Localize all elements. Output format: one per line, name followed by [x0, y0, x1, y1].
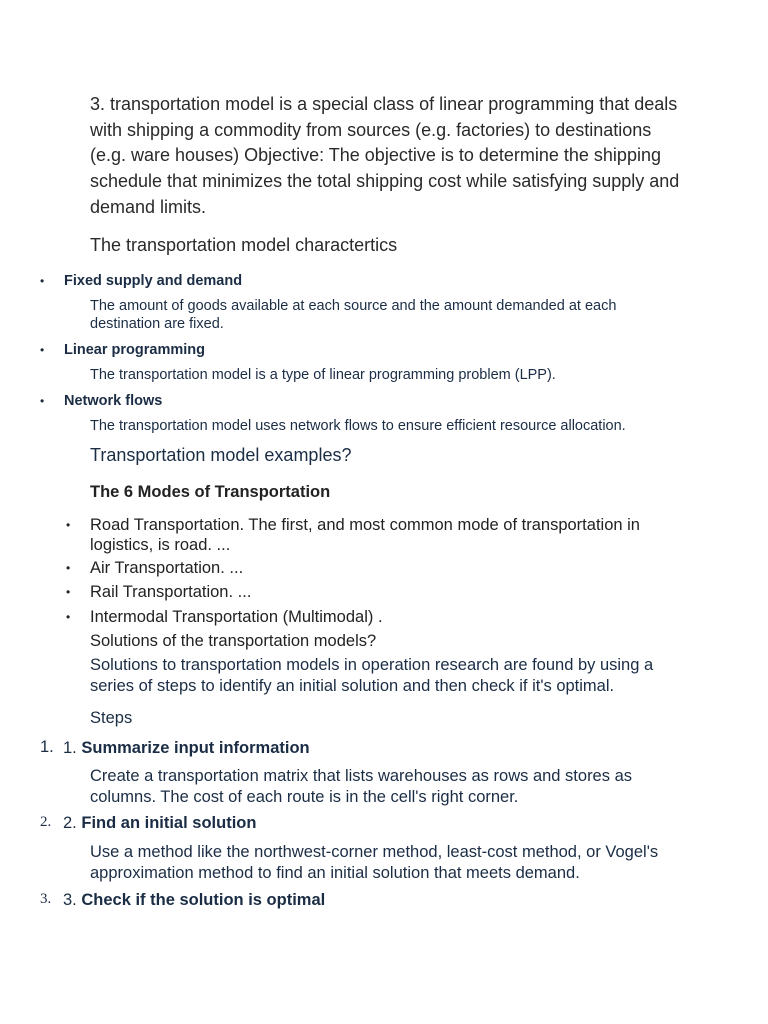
solutions-heading: Solutions of the transportation models?	[90, 632, 377, 650]
bullet-icon: •	[40, 274, 45, 288]
steps-heading: Steps	[90, 709, 133, 727]
mode-item: Air Transportation. ...	[90, 559, 244, 577]
bullet-icon: •	[66, 518, 71, 532]
step-title: 3. Check if the solution is optimal	[63, 891, 326, 909]
characteristic-title: Network flows	[64, 393, 163, 409]
characteristic-title: Linear programming	[64, 342, 205, 358]
mode-item: Intermodal Transportation (Multimodal) .	[90, 608, 383, 626]
examples-heading: Transportation model examples?	[90, 445, 352, 465]
bullet-icon: •	[40, 394, 45, 408]
step-number: 1.	[40, 738, 54, 756]
step-title: 2. Find an initial solution	[63, 814, 257, 832]
characteristic-desc: The transportation model is a type of linear programming problem (LPP).	[90, 367, 556, 383]
characteristic-desc: The amount of goods available at each source and the amount demanded at each destination are fixed.	[90, 298, 617, 332]
step-desc: Use a method like the northwest-corner method, least-cost method, or Vogel's approximation method to find an initial solution that meets demand.	[90, 843, 659, 882]
characteristic-desc: The transportation model uses network flows to ensure efficient resource allocation.	[90, 418, 626, 434]
bullet-icon: •	[66, 610, 71, 624]
bullet-icon: •	[40, 343, 45, 357]
solutions-paragraph: Solutions to transportation models in operation research are found by using a series of steps to identify an initial solution and then check if it's optimal.	[90, 656, 654, 695]
modes-heading: The 6 Modes of Transportation	[90, 483, 331, 501]
step-desc: Create a transportation matrix that lists warehouses as rows and stores as columns. The cost of each route is in the cell's right corner.	[90, 767, 632, 806]
mode-item: Road Transportation. The first, and most common mode of transportation in logistics, is road. ...	[90, 516, 640, 554]
step-number: 3.	[40, 891, 52, 907]
step-title: 1. Summarize input information	[63, 739, 310, 757]
bullet-icon: •	[66, 561, 71, 575]
bullet-icon: •	[66, 585, 71, 599]
mode-item: Rail Transportation. ...	[90, 583, 252, 601]
intro-paragraph: 3. transportation model is a special class of linear programming that deals with shipping a commodity from sources (e.g. factories) to destinations (e.g. ware houses) Objective: The objective is to determine the shipping schedule that minimizes the total shipping cost while satisfying supply and demand limits.	[90, 94, 680, 217]
characteristic-title: Fixed supply and demand	[64, 273, 243, 289]
step-number: 2.	[40, 814, 52, 830]
characteristics-heading: The transportation model charactertics	[90, 235, 398, 255]
